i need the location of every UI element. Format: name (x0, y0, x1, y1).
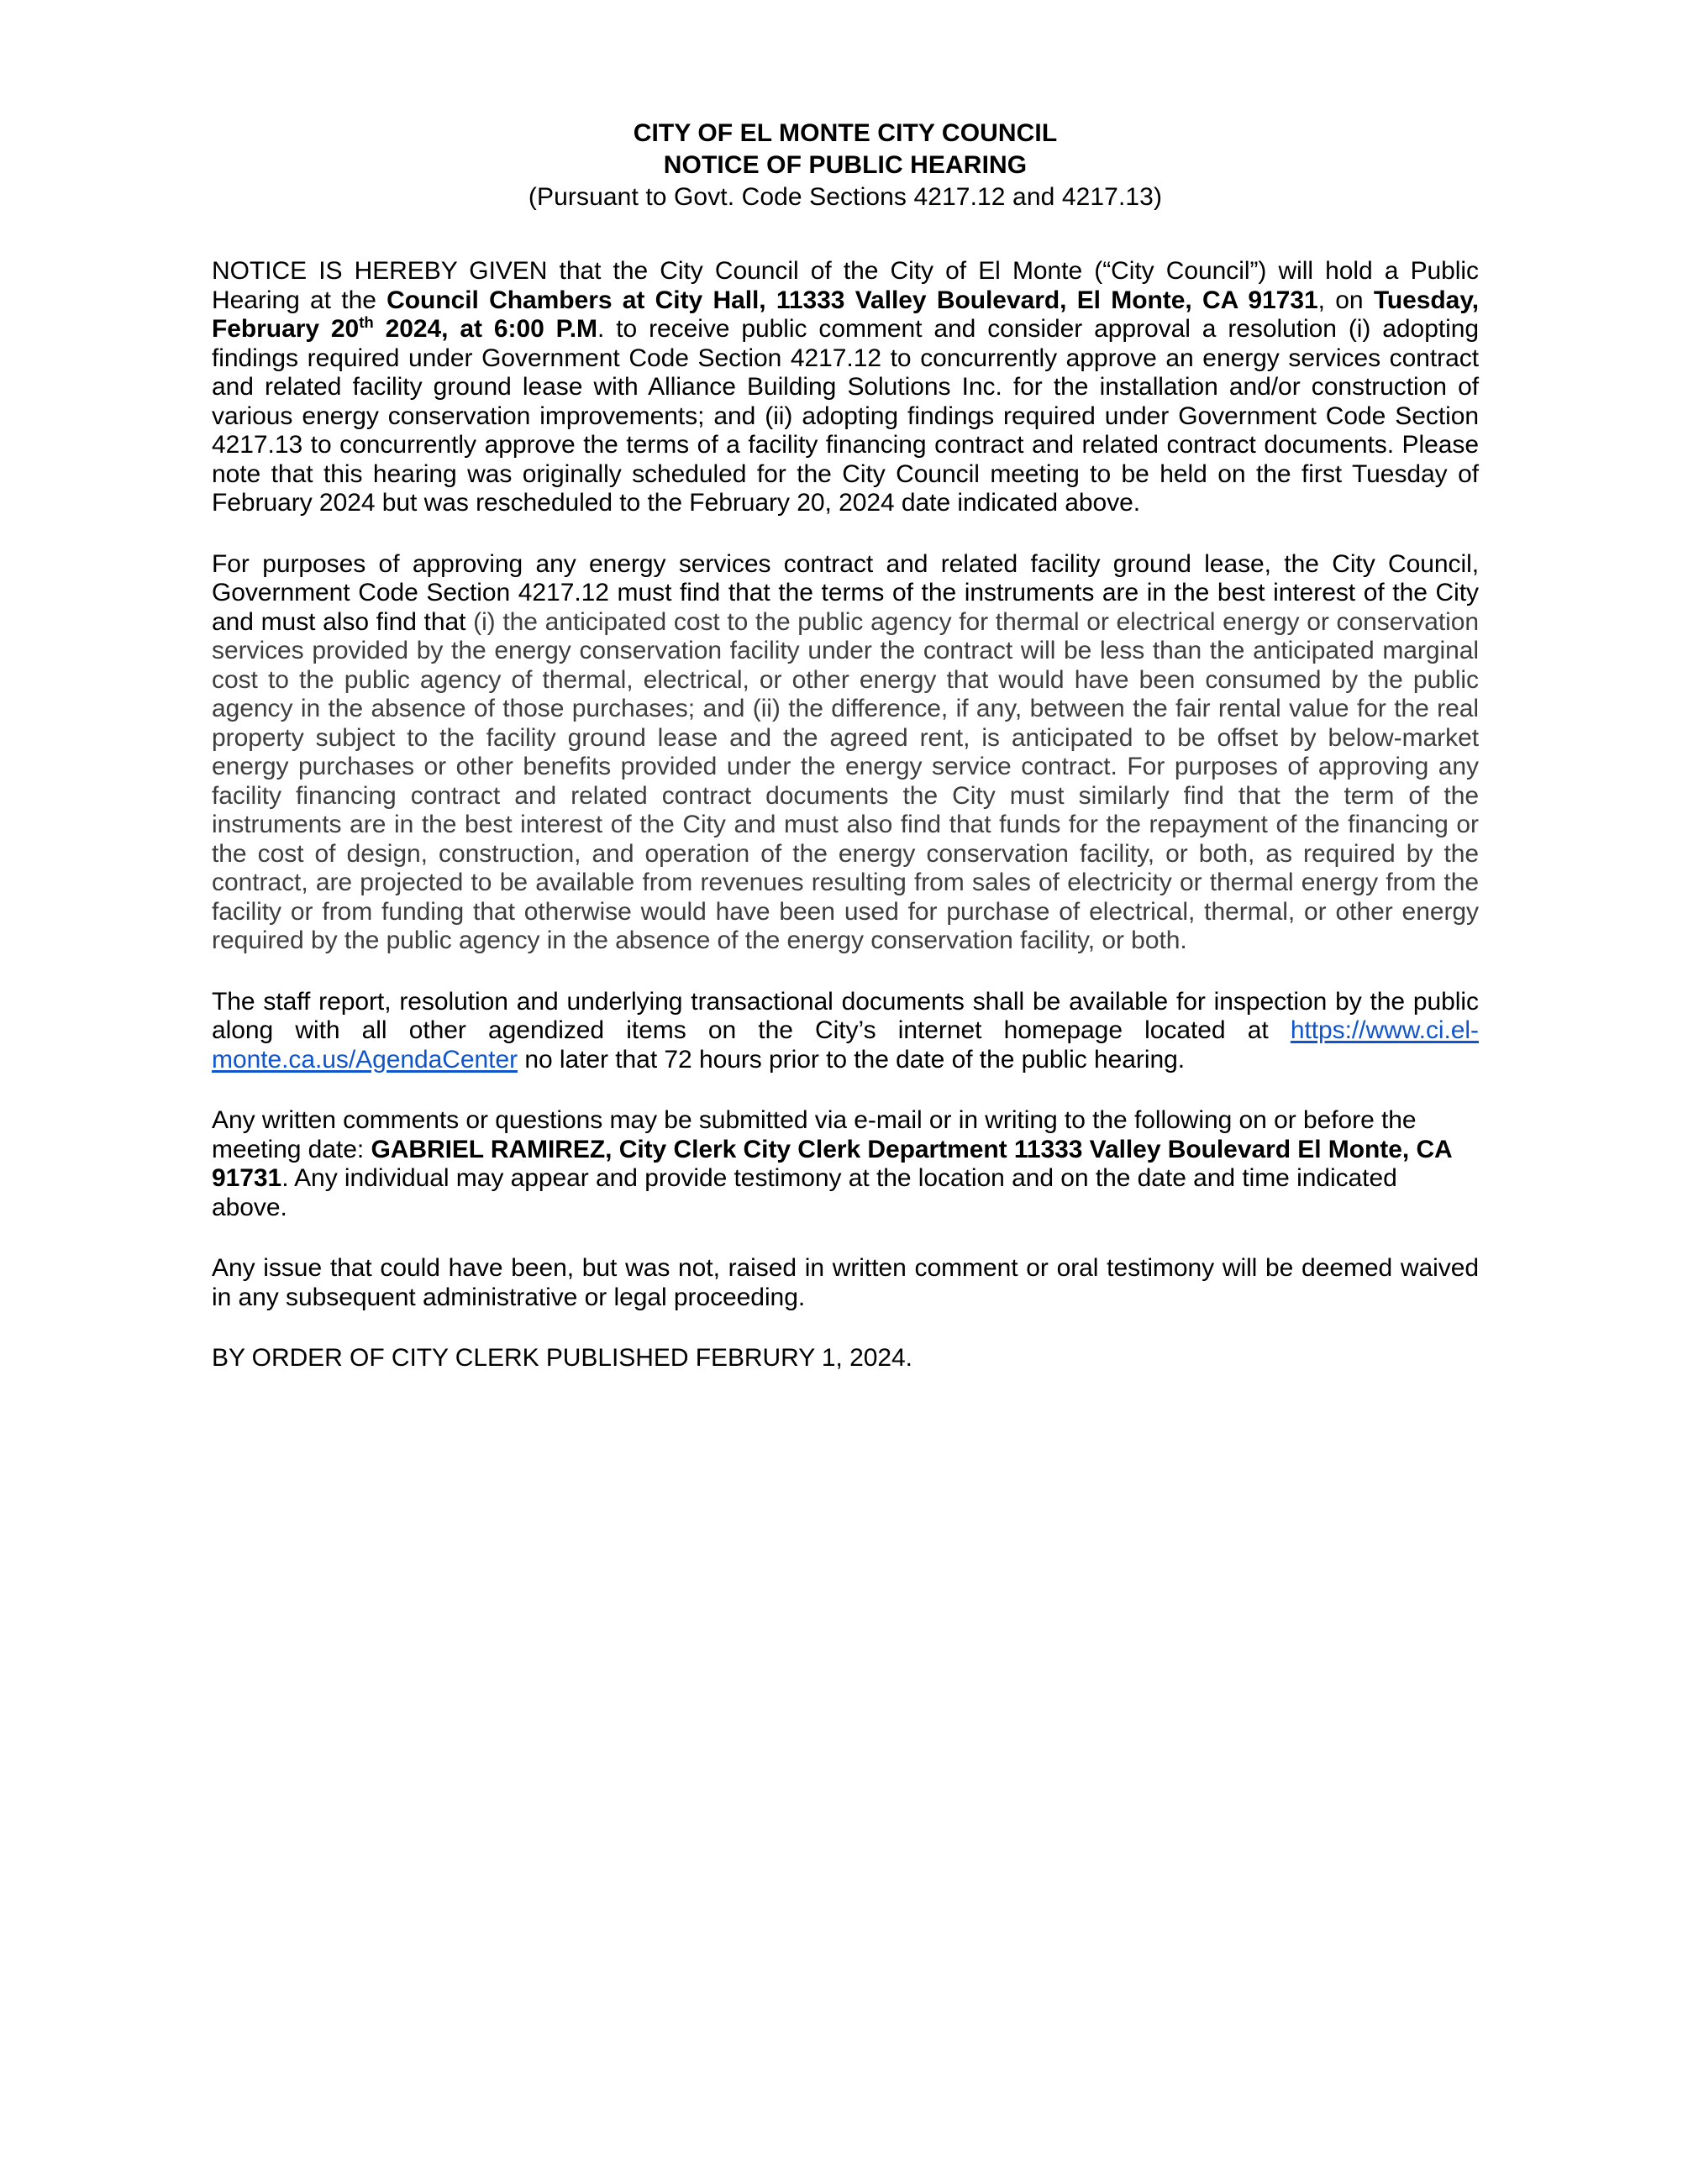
p2-black-text: For purposes of approving any energy services contract and related facility ground lease, the City Council, Government Code Section 4217.12 must find that the terms of the instruments are in the best interest of the City and must also find that (212, 549, 1479, 636)
spacer-after-paragraph-5 (212, 1312, 1479, 1344)
p4-clerk-contact: GABRIEL RAMIREZ, City Clerk City Clerk Department 11333 Valley Boulevard El Monte, CA 91731 (212, 1135, 1452, 1192)
p1-connector-on: , on (1317, 286, 1374, 314)
spacer-after-paragraph-1 (212, 518, 1479, 550)
notice-header (212, 118, 1479, 213)
header-line-title: NOTICE OF PUBLIC HEARING (663, 151, 1028, 179)
p1-venue-address: Council Chambers at City Hall, 11333 Valley Boulevard, El Monte, CA 91731 (387, 286, 1318, 314)
paragraph-comment-submission (212, 1106, 1479, 1222)
paragraph-document-availability (212, 988, 1479, 1075)
p1-hearing-date: Tuesday, February 20 (212, 286, 1480, 343)
spacer-after-paragraph-3 (212, 1074, 1479, 1106)
header-line-agency: CITY OF EL MONTE CITY COUNCIL (633, 119, 1058, 147)
p4-intro-text: Any written comments or questions may be submitted via e-mail or in writing to the following on or before the meeting date: (212, 1106, 1417, 1163)
spacer-after-header (212, 213, 1479, 257)
document-body (212, 118, 1479, 1373)
p3-intro-text: The staff report, resolution and underlying transactional documents shall be available for inspection by the public along with all other agendized items on the City’s internet homepage located at (212, 987, 1479, 1044)
p4-trailing-text: . Any individual may appear and provide testimony at the location and on the date and time indicated above. (212, 1164, 1397, 1221)
spacer-after-paragraph-4 (212, 1222, 1479, 1254)
p3-trailing-text: no later that 72 hours prior to the date of the public hearing. (518, 1045, 1186, 1074)
p1-body-text: . to receive public comment and consider approval a resolution (i) adopting findings required under Government Code Section 4217.12 to concurrently approve an energy services contract and related facility ground lease with Alliance Building Solutions Inc. for the installation and/or construction of various energy conservation improvements; and (ii) adopting findings required under Government Code Section 4217.13 to concurrently approve the terms of a facility financing contract and related contract documents. Please note that this hearing was originally scheduled for the City Council meeting to be held on the first Tuesday of February 2024 but was rescheduled to the February 20, 2024 date indicated above. (212, 315, 1479, 517)
paragraph-publication-order: BY ORDER OF CITY CLERK PUBLISHED FEBRURY 1, 2024. (212, 1344, 912, 1372)
paragraph-waiver-notice: Any issue that could have been, but was not, raised in written comment or oral testimony will be deemed waived in any subsequent administrative or legal proceeding. (212, 1254, 1479, 1311)
paragraph-findings-required (212, 550, 1479, 956)
spacer-after-paragraph-2 (212, 956, 1479, 988)
paragraph-notice-hearing (212, 257, 1479, 518)
header-line-statute: (Pursuant to Govt. Code Sections 4217.12 and 4217.13) (528, 183, 1163, 211)
agenda-center-link[interactable]: https://www.ci.el-monte.ca.us/AgendaCenter (212, 1016, 1479, 1074)
p2-gray-statutory-text: (i) the anticipated cost to the public agency for thermal or electrical energy or conservation services provided by the energy conservation facility under the contract will be less than the anticipated marginal cost to the public agency of thermal, electrical, or other energy that would have been consumed by the public agency in the absence of those purchases; and (ii) the difference, if any, between the fair rental value for the real property subject to the facility ground lease and the agreed rent, is anticipated to be offset by below-market energy purchases or other benefits provided under the energy service contract. For purposes of approving any facility financing contract and related contract documents the City must similarly find that the term of the instruments are in the best interest of the City and must also find that funds for the repayment of the financing or the cost of design, construction, and operation of the energy conservation facility, or both, as required by the contract, are projected to be available from revenues resulting from sales of electricity or thermal energy from the facility or from funding that otherwise would have been used for purchase of electrical, thermal, or other energy required by the public agency in the absence of the energy conservation facility, or both. (212, 607, 1479, 954)
p1-hearing-year-time: 2024, at 6:00 P.M (373, 315, 597, 343)
p1-date-ordinal-suffix: th (359, 313, 374, 331)
p1-intro-text: NOTICE IS HEREBY GIVEN that the City Council of the City of El Monte (“City Council”) will hold a Public Hearing at the (212, 257, 1479, 314)
